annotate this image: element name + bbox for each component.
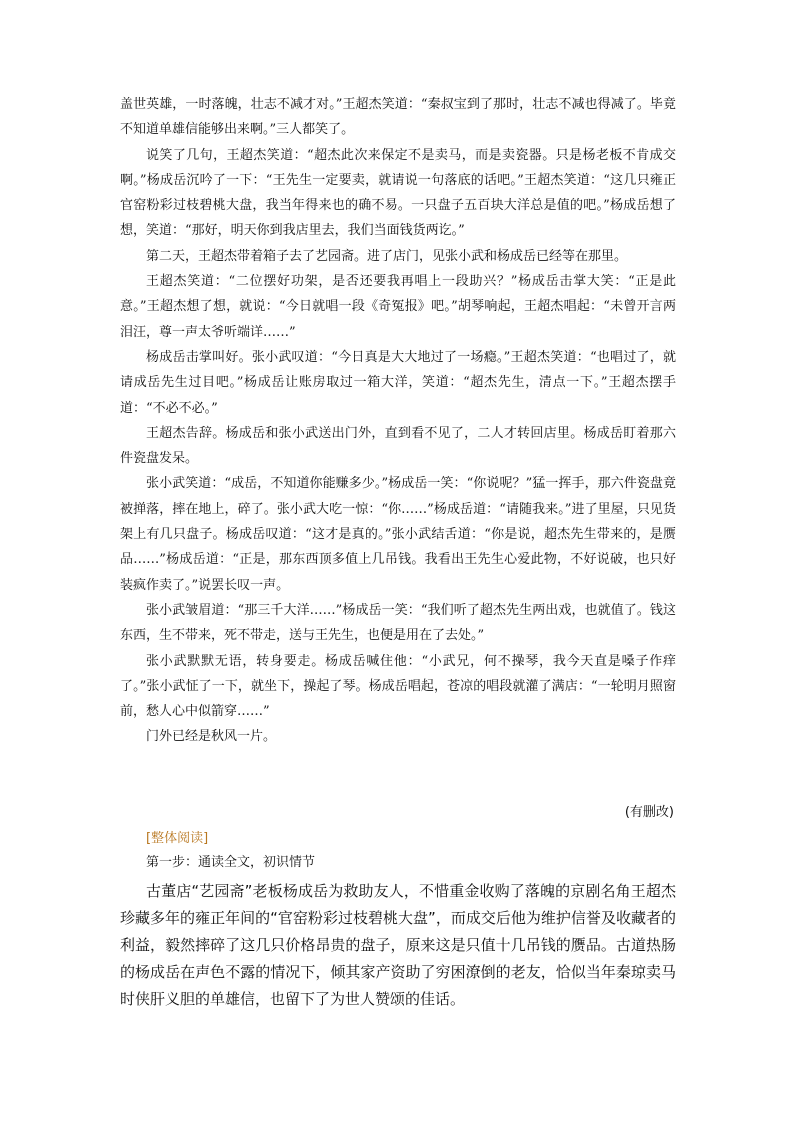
story-paragraph-8: 张小武皱眉道：“那三千大洋……”杨成岳一笑：“我们听了超杰先生两出戏，也就值了。钱这东西，生不带来，死不带走，送与王先生，也便是用在了去处。” [120,602,676,644]
reading-section [120,828,676,1013]
step-heading: 第一步：通读全文，初识情节 [146,855,316,870]
story-paragraph-5: 杨成岳击掌叫好。张小武叹道：“今日真是大大地过了一场瘾。”王超杰笑道：“也唱过了，就请成岳先生过目吧。”杨成岳让账房取过一箱大洋，笑道：“超杰先生，清点一下。”王超杰摆手道：“不必不必。” [120,349,676,416]
story-paragraph-1: 盖世英雄，一时落魄，壮志不减才对。”王超杰笑道：“秦叔宝到了那时，壮志不减也得减了。毕竟不知道单雄信能够出来啊。”三人都笑了。 [120,97,676,138]
story-paragraph-3: 第二天，王超杰带着箱子去了艺园斋。进了店门，见张小武和杨成岳已经等在那里。 [146,248,628,264]
story-paragraph-7: 张小武笑道：“成岳，不知道你能赚多少。”杨成岳一笑：“你说呢？”猛一挥手，那六件瓷盘竟被掸落，摔在地上，碎了。张小武大吃一惊：“你……”杨成岳道：“请随我来。”进了里屋，只见货架上有几只盘子。杨成岳叹道：“这才是真的。”张小武结舌道：“你是说，超杰先生带来的，是赝品……”杨成岳道：“正是，那东西顶多值上几吊钱。我看出王先生心爱此物，不好说破，也只好装疯作卖了。”说罢长叹一声。 [120,476,676,593]
section-tag: [整体阅读] [146,831,209,846]
story-paragraph-2: 说笑了几句，王超杰笑道：“超杰此次来保定不是卖马，而是卖瓷器。只是杨老板不肯成交啊。”杨成岳沉吟了一下：“王先生一定要卖，就请说一句落底的话吧。”王超杰笑道：“这几只雍正官窑粉彩过枝碧桃大盘，我当年得来也的确不易。一只盘子五百块大洋总是值的吧。”杨成岳想了想，笑道：“那好，明天你到我店里去，我们当面钱货两讫。” [120,147,676,239]
story-paragraph-10: 门外已经是秋风一片。 [146,729,277,745]
abridged-note: (有删改) [624,805,674,820]
story-paragraph-9: 张小武默默无语，转身要走。杨成岳喊住他：“小武兄，何不操琴，我今天直是嗓子作痒了。”张小武怔了一下，就坐下，操起了琴。杨成岳唱起，苍凉的唱段就灌了满店：“一轮明月照窗前，愁人心中似箭穿……” [120,653,676,720]
summary-paragraph: 古董店“艺园斋”老板杨成岳为救助友人，不惜重金收购了落魄的京剧名角王超杰珍藏多年的雍正年间的“官窑粉彩过枝碧桃大盘”，而成交后他为维护信誉及收藏者的利益，毅然摔碎了这几只价格昂贵的盘子，原来这是只值十几吊钱的赝品。古道热肠的杨成岳在声色不露的情况下，倾其家产资助了穷困潦倒的老友，恰似当年秦琼卖马时侠肝义胆的单雄信，也留下了为世人赞颂的佳话。 [120,882,676,1008]
story-paragraph-4: 王超杰笑道：“二位摆好功架，是否还要我再唱上一段助兴？”杨成岳击掌大笑：“正是此意。”王超杰想了想，就说：“今日就唱一段《奇冤报》吧。”胡琴响起，王超杰唱起：“未曾开言两泪汪，尊一声太爷听端详……” [120,274,676,340]
story-body [120,92,676,750]
story-paragraph-6: 王超杰告辞。杨成岳和张小武送出门外，直到看不见了，二人才转回店里。杨成岳盯着那六件瓷盘发呆。 [120,425,676,467]
